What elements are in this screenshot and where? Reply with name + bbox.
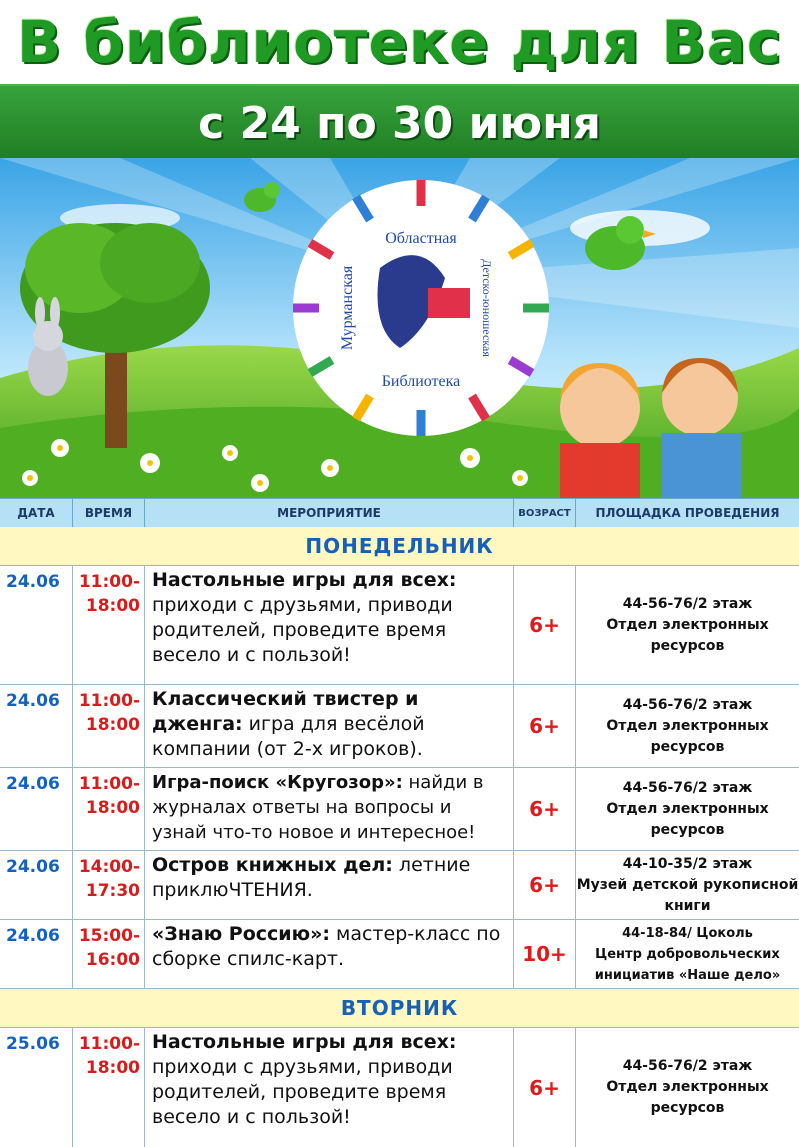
event-description — [145, 851, 514, 919]
schedule-table — [0, 498, 799, 1147]
event-place — [576, 1028, 799, 1147]
event-date: 24.06 — [0, 920, 73, 988]
header-age: ВОЗРАСТ — [514, 499, 576, 527]
table-row — [0, 566, 799, 685]
place-phone-floor: 44-56-76/2 этаж — [622, 779, 753, 796]
event-description — [145, 768, 514, 850]
summer-scene-illustration — [0, 158, 799, 498]
place-phone-floor: 44-18-84/ Цоколь — [622, 925, 753, 941]
event-date: 24.06 — [0, 768, 73, 850]
time-start: 14:00- — [78, 857, 140, 877]
event-title: Настольные игры для всех: — [152, 1031, 457, 1053]
event-age: 6+ — [514, 1028, 576, 1147]
event-title: Классический твистер и дженга: — [152, 688, 419, 735]
event-time — [73, 566, 145, 684]
event-place — [576, 685, 799, 767]
header-date: ДАТА — [0, 499, 73, 527]
header-time: ВРЕМЯ — [73, 499, 145, 527]
time-end: 17:30 — [85, 881, 140, 901]
day-header-monday: ПОНЕДЕЛЬНИК — [0, 527, 799, 566]
place-department: Отдел электронных ресурсов — [606, 1079, 769, 1116]
time-end: 16:00 — [85, 950, 140, 970]
page-title: В библиотеке для Вас — [16, 8, 783, 76]
place-department: Отдел электронных ресурсов — [606, 800, 769, 838]
logo-left-text: Мурманская — [339, 265, 356, 351]
event-title: Настольные игры для всех: — [152, 569, 457, 591]
table-row — [0, 685, 799, 768]
place-phone-floor: 44-56-76/2 этаж — [622, 696, 753, 713]
event-age: 6+ — [514, 851, 576, 919]
time-start: 11:00- — [78, 774, 140, 794]
table-row — [0, 851, 799, 920]
time-start: 11:00- — [78, 1034, 140, 1054]
logo-bottom-text: Библиотека — [381, 373, 461, 390]
table-row — [0, 768, 799, 851]
event-time — [73, 768, 145, 850]
time-end: 18:00 — [85, 798, 140, 818]
event-title: «Знаю Россию»: — [152, 923, 330, 945]
event-time — [73, 851, 145, 919]
event-desc: приходи с друзьями, приводи родителей, проведите время весело и с пользой! — [152, 1056, 453, 1128]
time-end: 18:00 — [85, 596, 140, 616]
event-date: 25.06 — [0, 1028, 73, 1147]
event-age: 6+ — [514, 685, 576, 767]
event-title: Остров книжных дел: — [152, 854, 393, 876]
event-desc: игра для весёлой компании (от 2-х игроков). — [152, 713, 425, 760]
event-place — [576, 851, 799, 919]
table-header — [0, 498, 799, 528]
event-time — [73, 920, 145, 988]
logo-right-text: Детско-юношеская — [480, 259, 494, 357]
place-department: Музей детской рукописной книги — [576, 876, 799, 914]
event-age: 6+ — [514, 768, 576, 850]
event-place — [576, 566, 799, 684]
event-date: 24.06 — [0, 851, 73, 919]
event-place — [576, 920, 799, 988]
place-phone-floor: 44-10-35/2 этаж — [622, 855, 753, 872]
place-department: Отдел электронных ресурсов — [606, 616, 769, 654]
place-department: Центр добровольческих инициатив «Наше дело» — [594, 946, 781, 983]
event-desc: мастер-класс по сборке спилс-карт. — [152, 923, 501, 970]
day-header-tuesday: ВТОРНИК — [0, 989, 799, 1028]
place-phone-floor: 44-56-76/2 этаж — [622, 595, 753, 612]
event-place — [576, 768, 799, 850]
time-end: 18:00 — [85, 1058, 140, 1078]
event-description — [145, 685, 514, 767]
time-start: 15:00- — [78, 926, 140, 946]
event-age: 10+ — [514, 920, 576, 988]
event-date: 24.06 — [0, 566, 73, 684]
table-row — [0, 1028, 799, 1147]
event-age: 6+ — [514, 566, 576, 684]
table-row — [0, 920, 799, 989]
event-time — [73, 685, 145, 767]
period-banner: с 24 по 30 июня — [0, 84, 799, 162]
event-desc: приходи с друзьями, приводи родителей, проведите время весело и с пользой! — [152, 594, 453, 666]
place-phone-floor: 44-56-76/2 этаж — [622, 1058, 753, 1074]
event-title: Игра-поиск «Кругозор»: — [152, 772, 403, 793]
event-desc: найди в журналах ответы на вопросы и узнай что-то новое и интересное! — [152, 772, 484, 843]
event-time — [73, 1028, 145, 1147]
event-date: 24.06 — [0, 685, 73, 767]
time-start: 11:00- — [78, 691, 140, 711]
header-place: ПЛОЩАДКА ПРОВЕДЕНИЯ — [595, 506, 780, 520]
event-description — [145, 920, 514, 988]
event-desc: летние приклюЧТЕНИЯ. — [152, 854, 471, 901]
header-event: МЕРОПРИЯТИЕ — [145, 499, 514, 527]
event-description — [145, 1028, 514, 1147]
scene-svg — [0, 158, 799, 498]
logo-top-text: Областная — [385, 230, 457, 247]
place-department: Отдел электронных ресурсов — [606, 717, 769, 755]
time-end: 18:00 — [85, 715, 140, 735]
event-description — [145, 566, 514, 684]
time-start: 11:00- — [78, 572, 140, 592]
